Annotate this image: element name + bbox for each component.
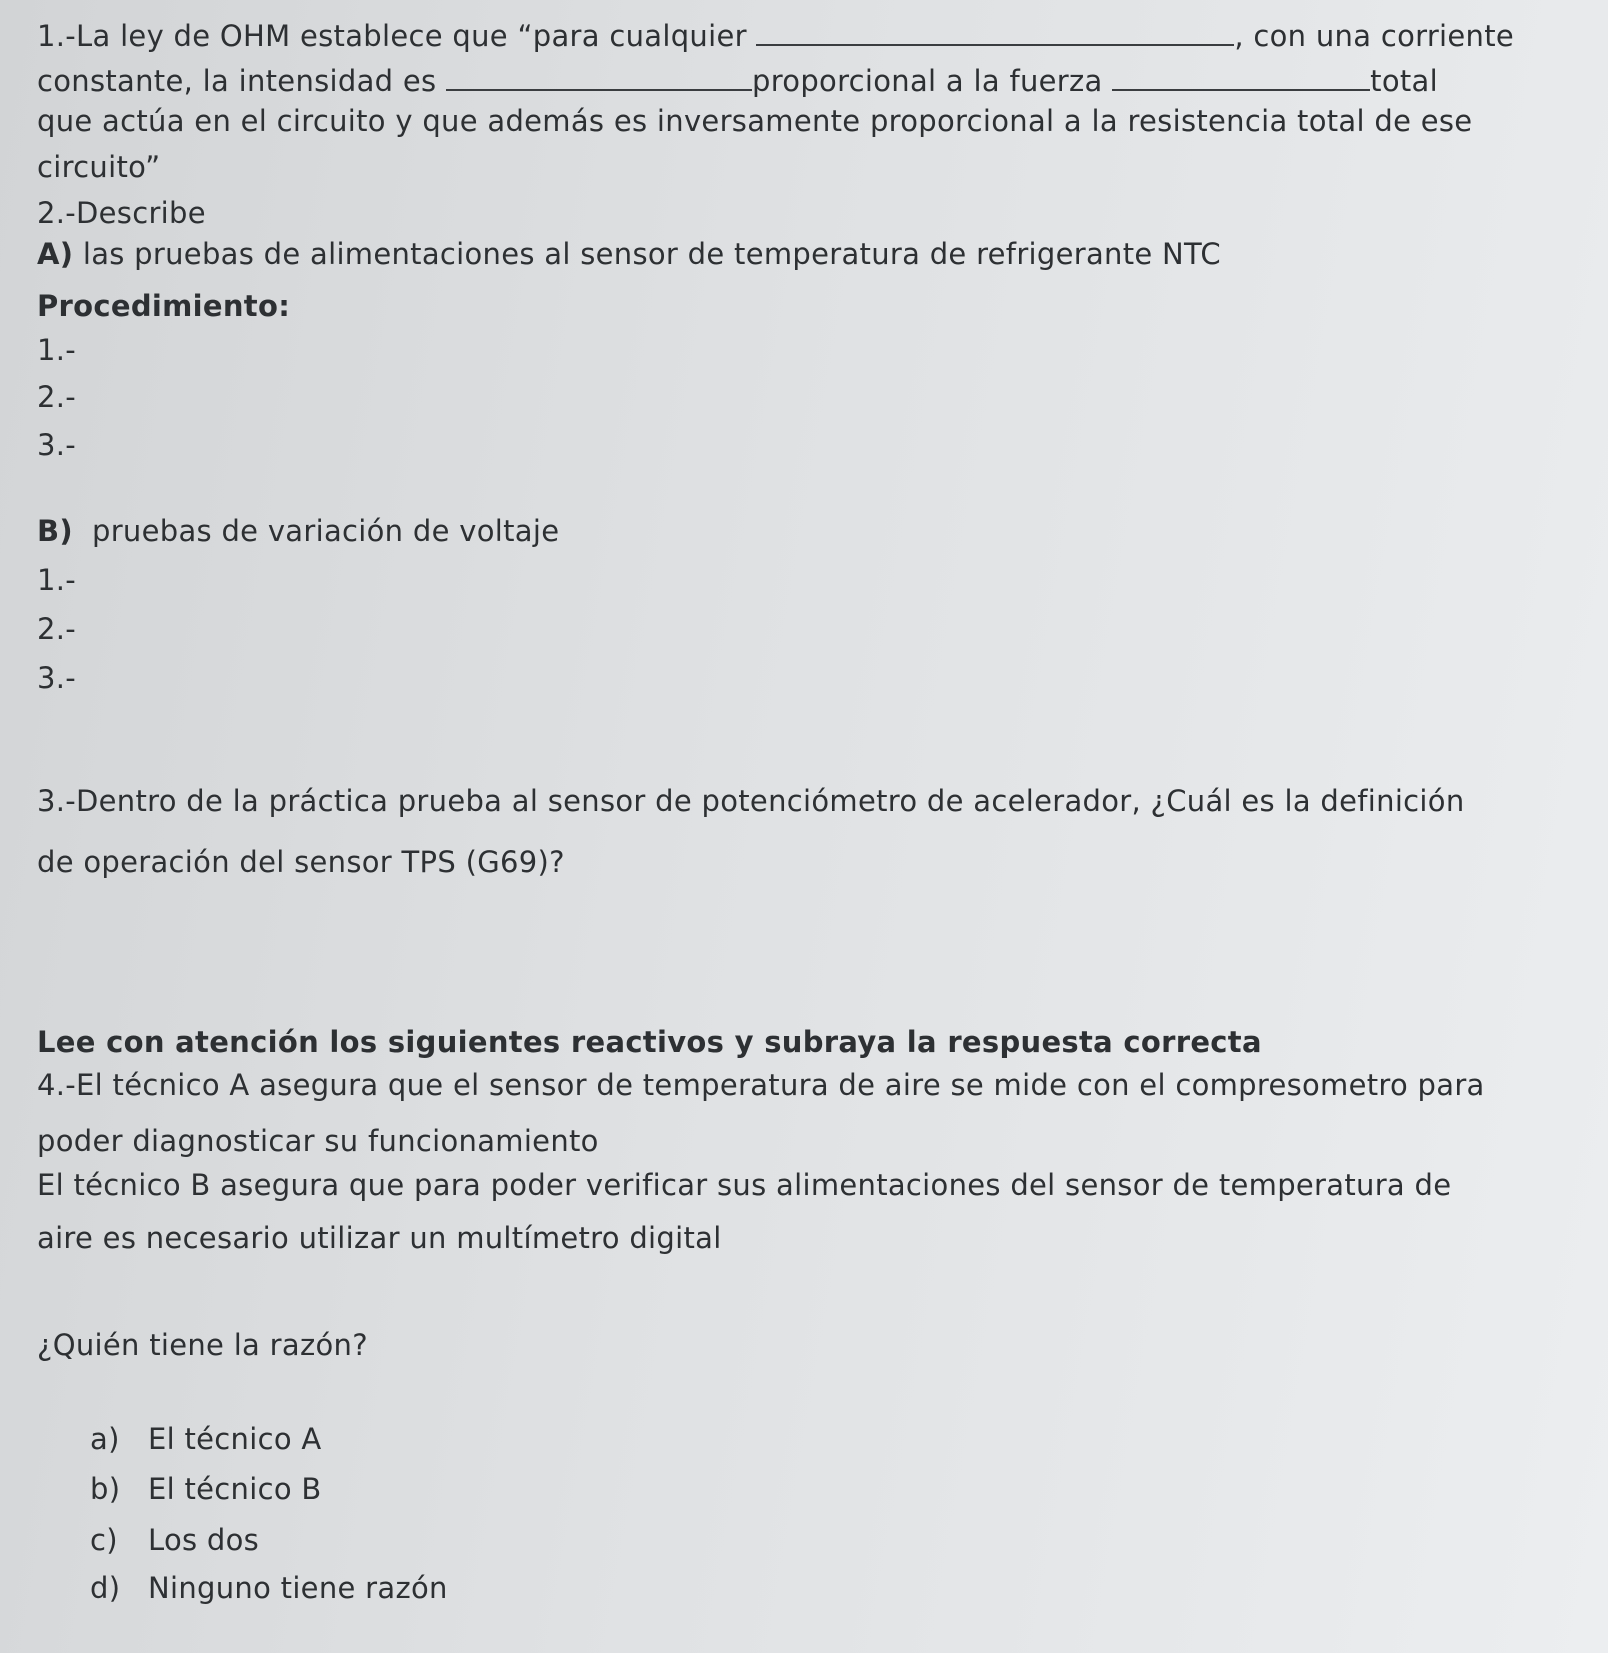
q2-a-step-3: 3.- [37,428,77,462]
option-d-letter: d) [90,1571,121,1605]
option-a-text: El técnico A [148,1422,322,1456]
procedure-heading: Procedimiento: [37,289,291,323]
option-b-letter: b) [90,1472,121,1506]
q4-question: ¿Quién tiene la razón? [37,1328,368,1362]
option-a-letter: a) [90,1422,120,1456]
option-b-text: El técnico B [148,1472,322,1506]
q2-part-b [37,514,559,548]
q2-a-step-1: 1.- [37,333,77,367]
q4-line-2: poder diagnosticar su funcionamiento [37,1124,599,1158]
q2-part-a-text: las pruebas de alimentaciones al sensor de temperatura de refrigerante NTC [73,237,1221,271]
option-d-text: Ninguno tiene razón [148,1571,448,1605]
option-b[interactable] [90,1472,322,1506]
q2-part-b-text: pruebas de variación de voltaje [72,514,560,548]
q1-blank-1[interactable] [756,14,1234,46]
q2-part-a [37,237,1221,271]
q2-b-step-2: 2.- [37,612,77,646]
q1-line-1 [37,14,1514,53]
q1-line-2 [37,59,1438,98]
q1-line-4: circuito” [37,150,161,184]
q4-line-1: 4.-El técnico A asegura que el sensor de temperatura de aire se mide con el compresometro para [37,1068,1485,1102]
q1-line-3: que actúa en el circuito y que además es inversamente proporcional a la resistencia total de ese [37,104,1473,138]
instructions-heading: Lee con atención los siguientes reactivos y subraya la respuesta correcta [37,1025,1262,1059]
q2-b-step-1: 1.- [37,563,77,597]
q1-blank-2[interactable] [446,59,752,91]
q2-part-b-letter: B) [37,514,73,548]
q1-text-total: total [1370,64,1438,98]
q1-text-start: 1.-La ley de OHM establece que “para cualquier [37,19,747,53]
q1-text-intensidad: constante, la intensidad es [37,64,437,98]
q2-title: 2.-Describe [37,196,206,230]
q2-a-step-2: 2.- [37,380,77,414]
option-c[interactable] [90,1523,259,1557]
q1-blank-3[interactable] [1112,59,1370,91]
option-c-text: Los dos [148,1523,260,1557]
option-c-letter: c) [90,1523,118,1557]
option-d[interactable] [90,1571,448,1605]
q1-text-end: , con una corriente [1234,19,1515,53]
q2-part-a-letter: A) [37,237,74,271]
q4-line-4: aire es necesario utilizar un multímetro digital [37,1221,722,1255]
q1-text-fuerza: proporcional a la fuerza [751,64,1103,98]
q4-line-3: El técnico B asegura que para poder verificar sus alimentaciones del sensor de temperatura de [37,1168,1452,1202]
q2-b-step-3: 3.- [37,661,77,695]
q3-line-1: 3.-Dentro de la práctica prueba al sensor de potenciómetro de acelerador, ¿Cuál es la definición [37,784,1465,818]
option-a[interactable] [90,1422,322,1456]
q3-line-2: de operación del sensor TPS (G69)? [37,845,565,879]
